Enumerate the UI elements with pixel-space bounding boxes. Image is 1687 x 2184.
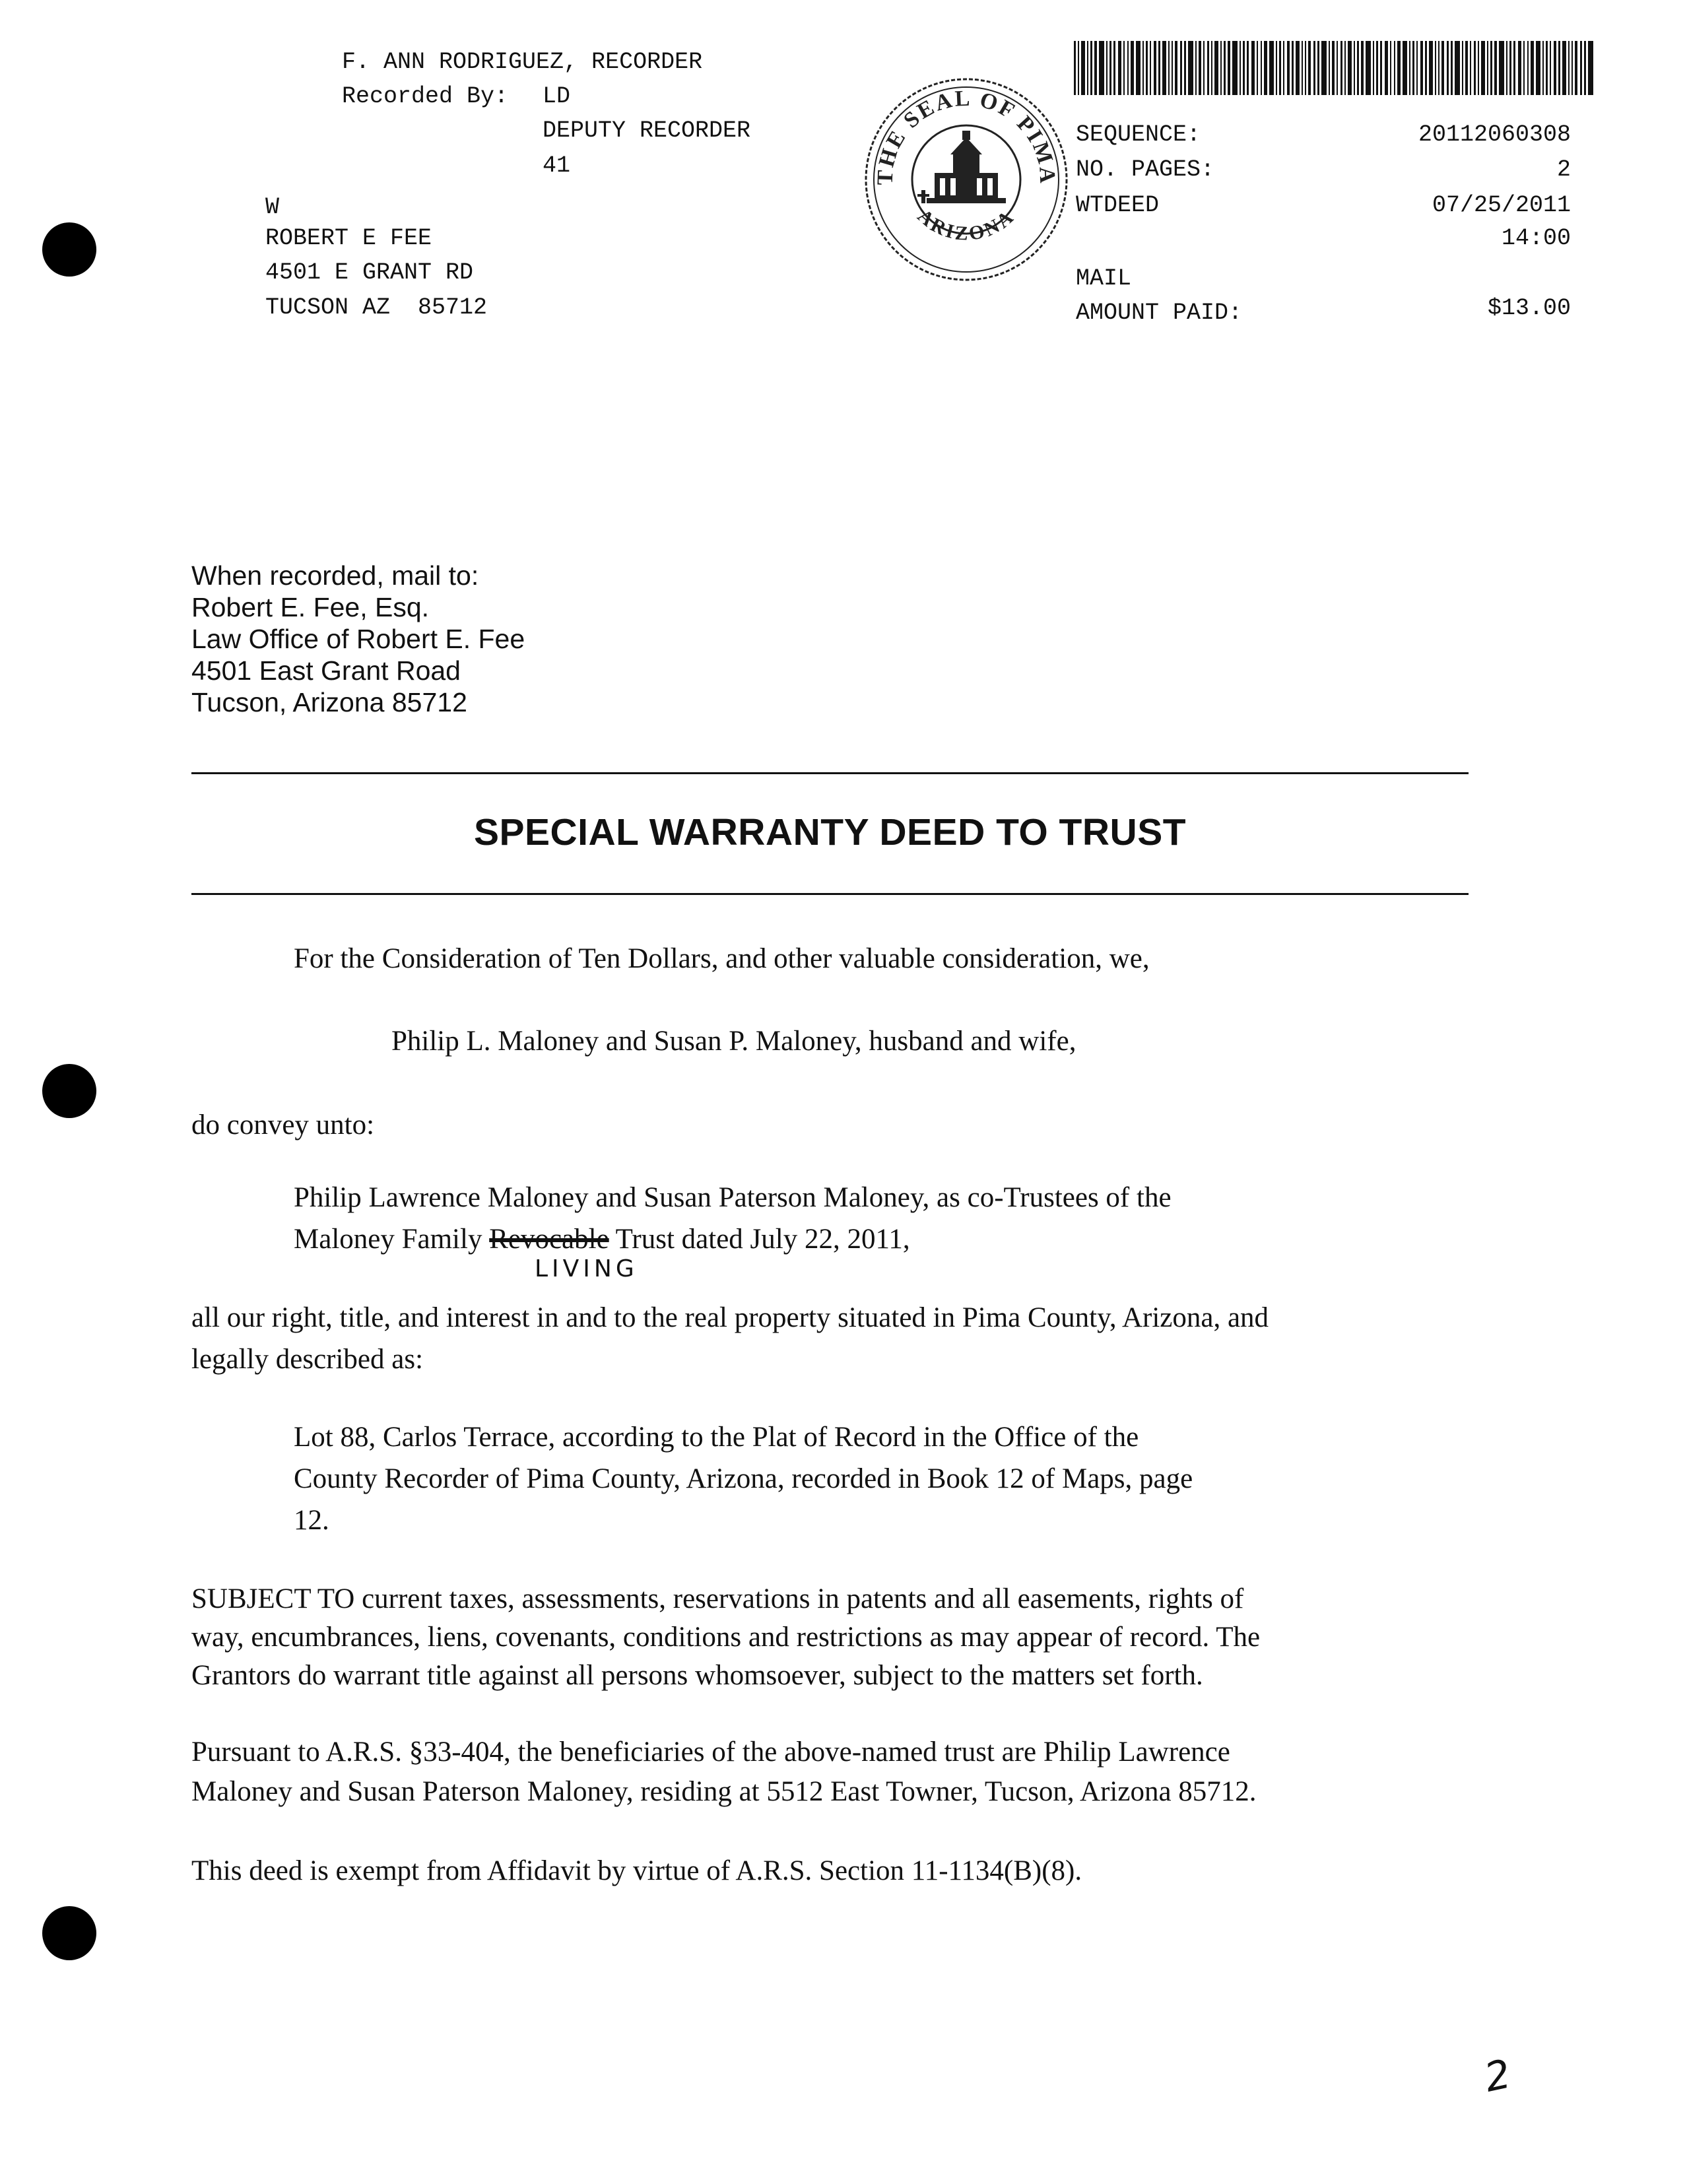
pursuant-line-2: Maloney and Susan Paterson Maloney, residing at 5512 East Towner, Tucson, Arizona 85712. <box>191 1776 1257 1807</box>
barcode-bar <box>1588 41 1593 95</box>
barcode-bar <box>1113 41 1115 95</box>
mail-to-line-1: Robert E. Fee, Esq. <box>191 592 430 622</box>
convey-clause: do convey unto: <box>191 1109 375 1141</box>
barcode-bar <box>1074 41 1076 95</box>
interest-line-1: all our right, title, and interest in and to the real property situated in Pima County, Arizona, and <box>191 1302 1269 1333</box>
mail-to-block <box>191 560 525 718</box>
barcode-bar <box>1494 41 1497 95</box>
barcode-bar <box>1127 41 1129 95</box>
barcode-bar <box>1394 41 1395 95</box>
barcode-bar <box>1287 41 1290 95</box>
barcode-bar <box>1523 41 1525 95</box>
barcode-bar <box>1562 41 1566 95</box>
barcode-bar <box>1478 41 1479 95</box>
recording-code: W <box>265 194 280 220</box>
barcode-bar <box>1203 41 1205 95</box>
barcode-bar <box>1232 41 1238 95</box>
barcode-bar <box>1224 41 1226 95</box>
barcode-bar <box>1296 41 1300 95</box>
doc-type: WTDEED <box>1076 192 1160 218</box>
barcode-bar <box>1542 41 1544 95</box>
barcode-bar <box>1513 41 1515 95</box>
recorded-by-label: Recorded By: <box>342 83 509 110</box>
barcode-bar <box>1462 41 1463 95</box>
interest-line-2: legally described as: <box>191 1344 424 1375</box>
legal-line-2: County Recorder of Pima County, Arizona, recorded in Book 12 of Maps, page <box>294 1463 1193 1494</box>
barcode-bar <box>1385 41 1388 95</box>
barcode-bar <box>1257 41 1258 95</box>
subject-line-1: SUBJECT TO current taxes, assessments, reservations in patents and all easements, rights of <box>191 1583 1244 1614</box>
title-rule-bottom <box>191 893 1469 895</box>
barcode-bar <box>1518 41 1521 95</box>
barcode-bar <box>1397 41 1401 95</box>
barcode-bar <box>1240 41 1241 95</box>
barcode-bar <box>1175 41 1177 95</box>
barcode-bar <box>1429 41 1433 95</box>
grantors: Philip L. Maloney and Susan P. Maloney, husband and wife, <box>391 1026 1076 1057</box>
barcode-bar <box>1261 41 1262 95</box>
barcode-bar <box>1228 41 1230 95</box>
barcode-bar <box>1251 41 1255 95</box>
barcode-bar <box>1136 41 1141 95</box>
barcode-bar <box>1571 41 1573 95</box>
barcode-bar <box>1099 41 1104 95</box>
barcode-bar <box>1087 41 1088 95</box>
grantees-line-1: Philip Lawrence Maloney and Susan Paterson Maloney, as co-Trustees of the <box>294 1182 1172 1213</box>
deputy-recorder: DEPUTY RECORDER <box>543 117 751 144</box>
handwritten-page-mark: 2 <box>1480 2050 1519 2101</box>
barcode-bar <box>1279 41 1281 95</box>
struck-word: Revocable <box>489 1224 609 1255</box>
barcode-bar <box>1158 41 1160 95</box>
mail-to-heading: When recorded, mail to: <box>191 560 479 591</box>
barcode-bar <box>1168 41 1170 95</box>
barcode-bar <box>1094 41 1097 95</box>
recorded-by-value: LD <box>543 83 571 110</box>
barcode-bar <box>1078 41 1079 95</box>
barcode-bar <box>1376 41 1378 95</box>
barcode-bar <box>1499 41 1504 95</box>
barcode-bar <box>1357 41 1359 95</box>
barcode-bar <box>1162 41 1166 95</box>
barcode-bar <box>1283 41 1284 95</box>
pursuant-line-1: Pursuant to A.R.S. §33-404, the beneficiaries of the above-named trust are Philip Lawrence <box>191 1737 1230 1768</box>
barcode-bar <box>1150 41 1151 95</box>
pages-value: 2 <box>1556 156 1571 183</box>
legal-line-1: Lot 88, Carlos Terrace, according to the Plat of Record in the Office of the <box>294 1422 1139 1453</box>
barcode-bar <box>1506 41 1507 95</box>
barcode-bar <box>1409 41 1410 95</box>
amount-value: $13.00 <box>1487 295 1571 321</box>
barcode-bar <box>1243 41 1245 95</box>
barcode-bar <box>1568 41 1570 95</box>
barcode-bar <box>1465 41 1468 95</box>
barcode-bar <box>1332 41 1335 95</box>
barcode-bar <box>1527 41 1529 95</box>
barcode-bar <box>1366 41 1371 95</box>
barcode-bar <box>1416 41 1418 95</box>
barcode-bar <box>1509 41 1511 95</box>
punch-hole-2 <box>42 1064 96 1118</box>
barcode-bar <box>1211 41 1212 95</box>
punch-hole-1 <box>42 222 96 277</box>
courthouse-icon <box>917 131 1006 203</box>
return-name: ROBERT E FEE <box>265 225 432 251</box>
barcode-bar <box>1420 41 1423 95</box>
mail-to-line-4: Tucson, Arizona 85712 <box>191 687 467 717</box>
barcode-bar <box>1455 41 1460 95</box>
subject-line-3: Grantors do warrant title against all persons whomsoever, subject to the matters set forth. <box>191 1660 1203 1691</box>
barcode-bar <box>1425 41 1427 95</box>
barcode-bar <box>1321 41 1327 95</box>
seal-graphic <box>861 74 1072 285</box>
consideration-clause: For the Consideration of Ten Dollars, and other valuable consideration, we, <box>294 943 1150 974</box>
barcode-bar <box>1207 41 1209 95</box>
barcode-bar <box>1481 41 1485 95</box>
barcode-bar <box>1172 41 1173 95</box>
barcode-bar <box>1487 41 1488 95</box>
deed-title: SPECIAL WARRANTY DEED TO TRUST <box>473 811 1187 853</box>
grantees-post: Trust dated July 22, 2011, <box>609 1224 910 1255</box>
barcode-bar <box>1412 41 1414 95</box>
barcode-bar <box>1081 41 1085 95</box>
barcode-bar <box>1441 41 1444 95</box>
return-street: 4501 E GRANT RD <box>265 259 474 286</box>
barcode-bar <box>1214 41 1218 95</box>
barcode-bar <box>1131 41 1134 95</box>
barcode-bar <box>1302 41 1303 95</box>
barcode-bar <box>1447 41 1449 95</box>
barcode-bar <box>1435 41 1436 95</box>
barcode-bar <box>1118 41 1121 95</box>
barcode-bar <box>1154 41 1156 95</box>
barcode-bar <box>1123 41 1125 95</box>
barcode-bar <box>1550 41 1551 95</box>
barcode-bar <box>1317 41 1319 95</box>
sequence-value: 20112060308 <box>1418 121 1571 148</box>
barcode-bar <box>1554 41 1556 95</box>
barcode-bar <box>1546 41 1548 95</box>
barcode-bar <box>1348 41 1352 95</box>
record-date: 07/25/2011 <box>1432 192 1571 218</box>
barcode-bar <box>1558 41 1560 95</box>
sequence-label: SEQUENCE: <box>1076 121 1201 148</box>
barcode-bar <box>1451 41 1453 95</box>
barcode-bar <box>1438 41 1439 95</box>
subject-line-2: way, encumbrances, liens, covenants, conditions and restrictions as may appear of record. The <box>191 1622 1261 1653</box>
barcode-bar <box>1474 41 1476 95</box>
barcode-bar <box>1380 41 1382 95</box>
barcode-bar <box>1337 41 1338 95</box>
return-city: TUCSON AZ 85712 <box>265 294 488 321</box>
barcode-bar <box>1146 41 1148 95</box>
barcode-bar <box>1584 41 1586 95</box>
amount-label: AMOUNT PAID: <box>1076 300 1243 326</box>
barcode-bar <box>1276 41 1277 95</box>
barcode-bar <box>1180 41 1182 95</box>
barcode-bar <box>1220 41 1222 95</box>
barcode-bar <box>1264 41 1267 95</box>
barcode-bar <box>1373 41 1374 95</box>
county-seal <box>861 74 1072 285</box>
barcode-bar <box>1188 41 1193 95</box>
barcode-bar <box>1313 41 1315 95</box>
barcode-bar <box>1575 41 1577 95</box>
barcode-bar <box>1106 41 1108 95</box>
barcode-bar <box>1247 41 1249 95</box>
mail-to-line-2: Law Office of Robert E. Fee <box>191 624 525 654</box>
pages-label: NO. PAGES: <box>1076 156 1215 183</box>
barcode-bar <box>1308 41 1311 95</box>
barcode-graphic <box>1074 41 1595 95</box>
delivery-method: MAIL <box>1076 265 1132 292</box>
deputy-number: 41 <box>543 152 571 179</box>
barcode-bar <box>1292 41 1294 95</box>
barcode-bar <box>1403 41 1407 95</box>
barcode-bar <box>1305 41 1306 95</box>
barcode-bar <box>1195 41 1197 95</box>
barcode-bar <box>1470 41 1471 95</box>
title-rule-top <box>191 772 1469 774</box>
grantees-pre: Maloney Family <box>294 1224 490 1255</box>
barcode-bar <box>1269 41 1274 95</box>
barcode-bar <box>1490 41 1492 95</box>
recorder-name: F. ANN RODRIGUEZ, RECORDER <box>342 49 703 75</box>
punch-hole-3 <box>42 1906 96 1960</box>
barcode-bar <box>1361 41 1364 95</box>
mail-to-line-3: 4501 East Grant Road <box>191 655 461 686</box>
barcode-bar <box>1340 41 1342 95</box>
barcode <box>1074 41 1595 95</box>
barcode-bar <box>1142 41 1144 95</box>
seal-bottom-text: ARIZONA <box>913 205 1020 246</box>
barcode-bar <box>1199 41 1201 95</box>
barcode-bar <box>1536 41 1540 95</box>
record-time: 14:00 <box>1501 225 1571 251</box>
barcode-bar <box>1354 41 1355 95</box>
legal-line-3: 12. <box>294 1505 329 1536</box>
grantees-line-2 <box>294 1220 910 1259</box>
barcode-bar <box>1390 41 1391 95</box>
seal-top-text: THE SEAL OF PIMA <box>873 86 1060 186</box>
barcode-bar <box>1531 41 1534 95</box>
barcode-bar <box>1580 41 1582 95</box>
handwritten-insert: LIVING <box>535 1255 638 1282</box>
exemption-clause: This deed is exempt from Affidavit by virtue of A.R.S. Section 11-1134(B)(8). <box>191 1855 1082 1886</box>
barcode-bar <box>1184 41 1186 95</box>
barcode-bar <box>1109 41 1111 95</box>
barcode-bar <box>1329 41 1330 95</box>
barcode-bar <box>1344 41 1346 95</box>
barcode-bar <box>1090 41 1092 95</box>
